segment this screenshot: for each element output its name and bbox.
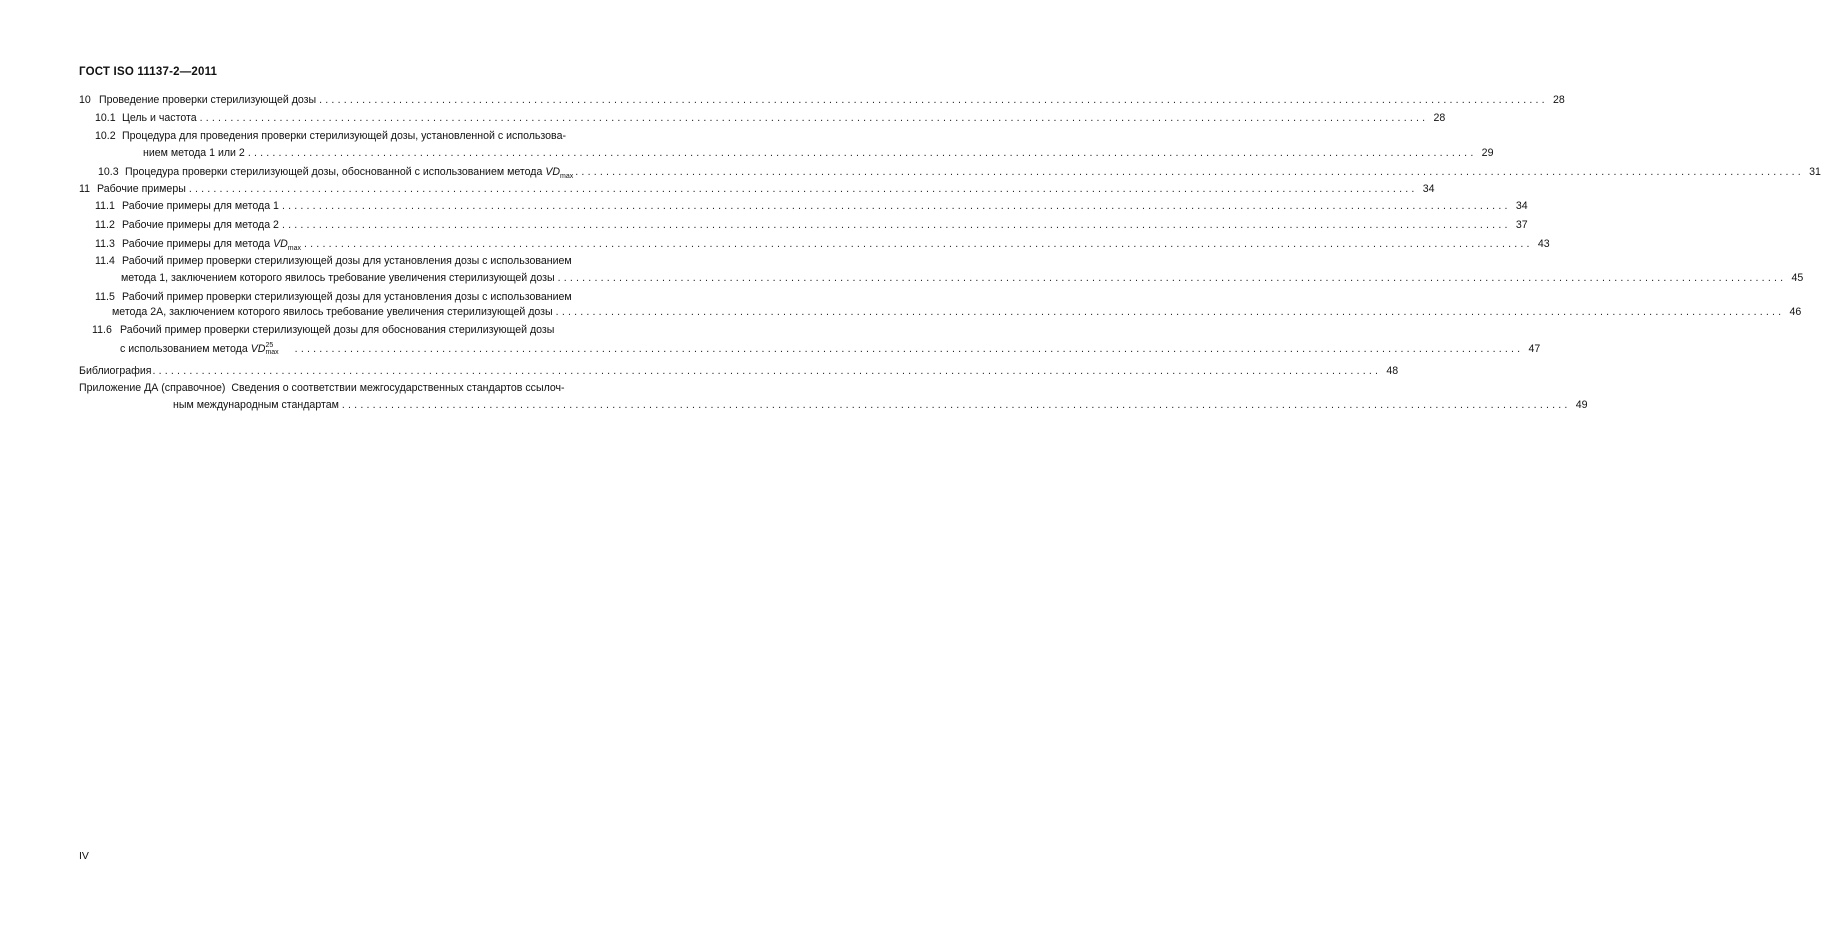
toc-title-line1: Рабочий пример проверки стерилизующей дозы для установления дозы с использованием — [122, 255, 572, 267]
formula-sub: max — [560, 173, 574, 181]
toc-entry-annex-cont[interactable] — [173, 398, 1588, 412]
dot-leader: ........................................................................................................................................................................................................ — [304, 238, 1533, 250]
dot-leader: ........................................................................................................................................................................................................ — [188, 183, 1418, 195]
toc-page: 34 — [1422, 183, 1435, 195]
toc-entry-11-6-cont[interactable] — [120, 342, 1541, 358]
toc-number: 11.2 — [95, 219, 115, 231]
toc-title: Рабочие примеры для метода — [122, 238, 271, 250]
toc-number: 10 — [79, 94, 91, 106]
toc-page: 43 — [1537, 238, 1550, 250]
toc-number: 10.2 — [95, 130, 116, 142]
formula-sub: max — [287, 245, 302, 253]
toc-page: 48 — [1386, 365, 1399, 377]
toc-title: Процедура проверки стерилизующей дозы, обоснованной с использованием метода — [125, 166, 543, 178]
dot-leader: ........................................................................................................................................................................................................ — [152, 365, 1382, 377]
toc-entry-11-5[interactable] — [95, 290, 572, 304]
toc-entry-10-3[interactable] — [98, 165, 1821, 181]
toc-entry-bibliography[interactable] — [79, 364, 1399, 378]
toc-title-line2: метода 2А, заключением которого явилось требование увеличения стерилизующей дозы — [112, 306, 553, 318]
toc-entry-10-2[interactable] — [95, 129, 566, 143]
toc-title: Рабочие примеры для метода 2 — [122, 219, 279, 231]
toc-number: 11.3 — [95, 238, 115, 250]
toc-entry-11-1[interactable] — [95, 199, 1528, 213]
formula-var: VD — [545, 166, 561, 178]
formula-var: VD — [250, 343, 266, 355]
toc-title-line1: Процедура для проведения проверки стерилизующей дозы, установленной с использова- — [122, 130, 566, 142]
toc-page: 28 — [1553, 94, 1565, 106]
toc-entry-11-4[interactable] — [95, 254, 572, 268]
annex-label: Приложение ДА (справочное) — [79, 382, 226, 394]
toc-page: 49 — [1575, 399, 1588, 411]
toc-title-line1: Сведения о соответствии межгосударственных стандартов ссылоч- — [231, 382, 565, 394]
toc-page: 47 — [1528, 343, 1541, 355]
toc-title-line2: нием метода 1 или 2 — [143, 147, 245, 159]
toc-number: 11.5 — [95, 291, 115, 303]
dot-leader: ........................................................................................................................................................................................................ — [281, 200, 1511, 212]
toc-page: 29 — [1481, 147, 1494, 159]
dot-leader: ........................................................................................................................................................................................................ — [557, 272, 1787, 284]
toc-entry-annex[interactable] — [79, 381, 565, 395]
dot-leader: ........................................................................................................................................................................................................ — [555, 306, 1785, 318]
dot-leader: ........................................................................................................................................................................................................ — [575, 166, 1804, 178]
toc-entry-10-1[interactable] — [95, 111, 1446, 125]
page-number: IV — [79, 850, 89, 862]
toc-title-line2: метода 1, заключением которого явилось требование увеличения стерилизующей дозы — [121, 272, 555, 284]
formula-sup: 25 — [265, 342, 274, 349]
toc-entry-11-2[interactable] — [95, 218, 1528, 232]
dot-leader: ........................................................................................................................................................................................................ — [281, 219, 1511, 231]
toc-entry-10-2-cont[interactable] — [143, 146, 1494, 160]
toc-title-line2: ным международным стандартам — [173, 399, 339, 411]
toc-title: Рабочие примеры — [97, 183, 186, 195]
toc-title: Проведение проверки стерилизующей дозы — [99, 94, 317, 106]
toc-title: Рабочие примеры для метода 1 — [122, 200, 279, 212]
toc-page: 45 — [1791, 272, 1804, 284]
toc-title-line1: Рабочий пример проверки стерилизующей дозы для установления дозы с использованием — [122, 291, 572, 303]
toc-title-line1: Рабочий пример проверки стерилизующей дозы для обоснования стерилизующей дозы — [120, 324, 555, 336]
formula-var: VD — [273, 238, 288, 250]
toc-number: 11 — [79, 183, 90, 195]
toc-title: Цель и частота — [122, 112, 197, 124]
toc-page: 31 — [1809, 166, 1821, 178]
toc-title: Библиография — [79, 365, 152, 377]
formula-sub: max — [265, 349, 279, 356]
toc-entry-11-4-cont[interactable] — [121, 271, 1804, 285]
toc-entry-11-6[interactable] — [92, 323, 554, 337]
toc-number: 11.6 — [92, 324, 112, 336]
toc-number: 11.4 — [95, 255, 115, 267]
toc-number: 11.1 — [95, 200, 115, 212]
toc-entry-10[interactable] — [79, 93, 1565, 107]
dot-leader: ........................................................................................................................................................................................................ — [341, 399, 1571, 411]
toc-page: 28 — [1433, 112, 1446, 124]
dot-leader: ........................................................................................................................................................................................................ — [247, 147, 1477, 159]
dot-leader: ........................................................................................................................................................................................................ — [199, 112, 1429, 124]
toc-entry-11[interactable] — [79, 182, 1435, 196]
toc-title-line2: с использованием метода — [120, 343, 248, 355]
toc-page: 34 — [1515, 200, 1528, 212]
dot-leader: ........................................................................................................................................................................................................ — [319, 94, 1548, 106]
toc-page: 46 — [1789, 306, 1802, 318]
document-header: ГОСТ ISO 11137-2—2011 — [79, 66, 218, 78]
toc-number: 10.3 — [98, 166, 119, 178]
toc-page: 37 — [1515, 219, 1528, 231]
toc-entry-11-3[interactable] — [95, 237, 1550, 253]
toc-number: 10.1 — [95, 112, 116, 124]
dot-leader: ........................................................................................................................................................................................................ — [294, 343, 1524, 355]
toc-entry-11-5-cont[interactable] — [112, 305, 1802, 319]
